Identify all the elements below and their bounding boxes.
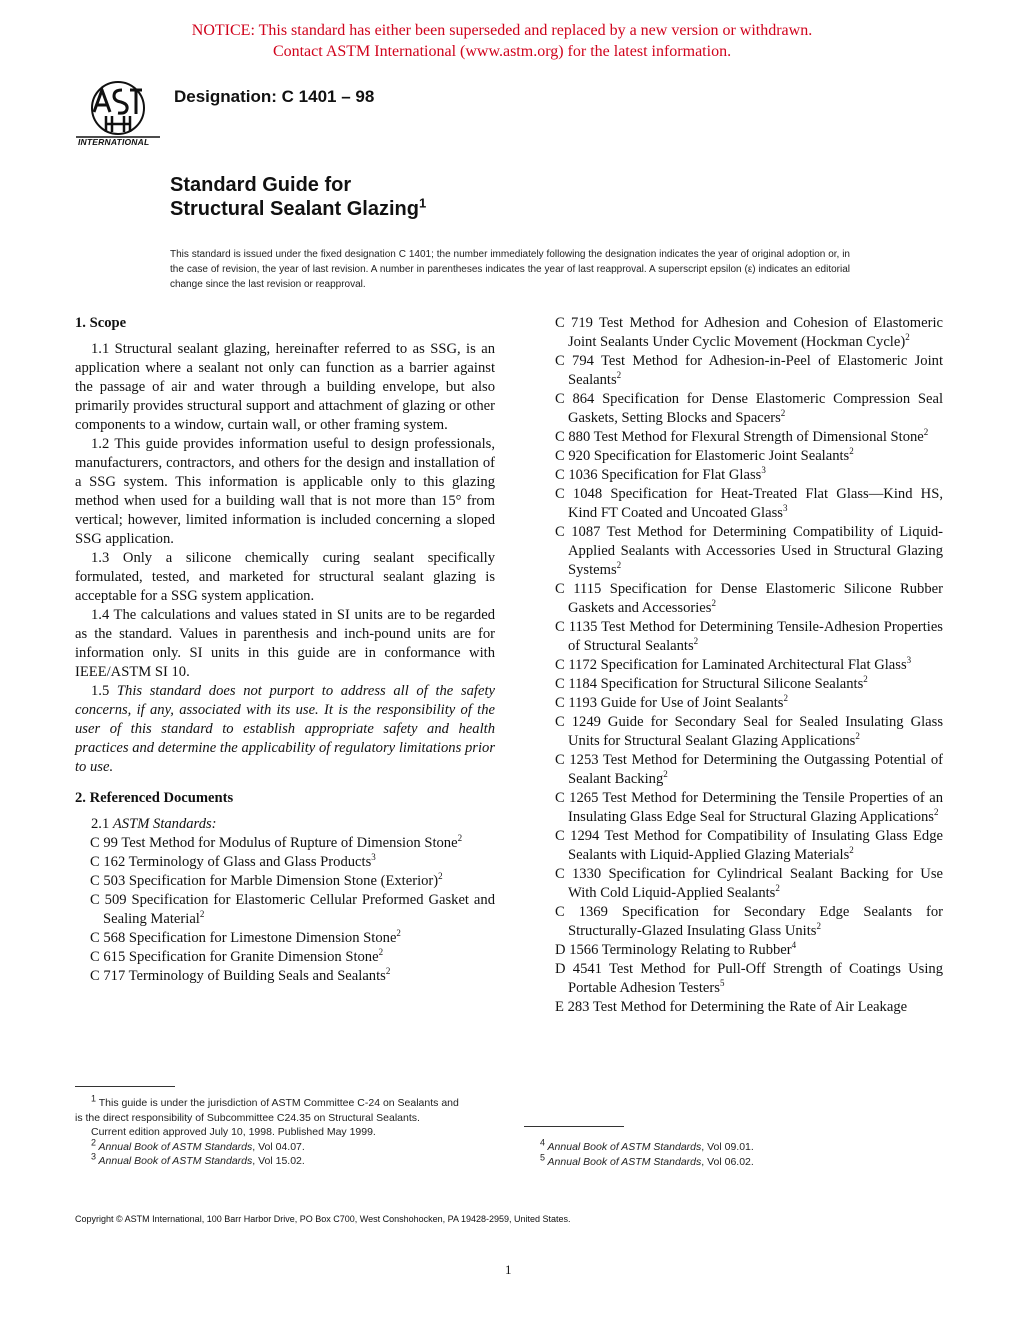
reference-footnote-mark: 2 <box>863 674 868 685</box>
reference-item: C 864 Specification for Dense Elastomeric Compression Seal Gaskets, Setting Blocks and Spacers$^2$ <box>555 391 943 426</box>
footnote-rule-left <box>75 1086 175 1087</box>
reference-item: C 1184 Specification for Structural Silicone Sealants$^2$ <box>555 674 868 692</box>
reference-item: D 4541 Test Method for Pull-Off Strength of Coatings Using Portable Adhesion Testers$^5$ <box>555 961 943 996</box>
left-column <box>75 314 495 986</box>
reference-footnote-mark: 5 <box>719 978 725 989</box>
reference-item: C 719 Test Method for Adhesion and Cohesion of Elastomeric Joint Sealants Under Cyclic Movement (Hockman Cycle)$^2$ <box>555 315 943 350</box>
reference-footnote-mark: 2 <box>855 731 860 742</box>
reference-footnote-mark: 2 <box>199 909 205 920</box>
reference-item: C 1048 Specification for Heat-Treated Flat Glass—Kind HS, Kind FT Coated and Uncoated Glass$^3$ <box>555 486 943 521</box>
reference-footnote-mark: 3 <box>906 655 912 666</box>
reference-item: C 880 Test Method for Flexural Strength of Dimensional Stone$^2$ <box>555 427 929 445</box>
reference-item: C 1249 Guide for Secondary Seal for Sealed Insulating Glass Units for Structural Sealant Glazing Applications$^2$ <box>555 714 943 749</box>
reference-item: C 1330 Specification for Cylindrical Sealant Backing for Use With Cold Liquid-Applied Sealants$^2$ <box>555 866 943 901</box>
scope-1-2: 1.2 This guide provides information useful to design professionals, manufacturers, contractors, and others for the design and installation of a SSG system. This information is applicable only to this glazing method when used for a building wall that is not more than 15° from vertical; however, limited information is included concerning a sloped SSG application. <box>75 436 495 547</box>
reference-footnote-mark: 2 <box>378 947 384 958</box>
title-line-2: Structural Sealant Glazing$^1$ <box>170 195 427 220</box>
reference-item: C 1253 Test Method for Determining the Outgassing Potential of Sealant Backing$^2$ <box>555 752 943 787</box>
reference-footnote-mark: 2 <box>780 408 786 419</box>
reference-footnote-mark: 2 <box>775 883 780 894</box>
scope-1-5: 1.5 This standard does not purport to address all of the safety concerns, if any, associated with its use. It is the responsibility of the user of this standard to establish appropriate safety and health practices and determine the applicability of regulatory limitations prior to use. <box>75 683 495 775</box>
reference-item: C 1369 Specification for Secondary Edge Sealants for Structurally-Glazed Insulating Glass Units$^2$ <box>555 904 943 939</box>
scope-1-4: 1.4 The calculations and values stated in SI units are to be regarded as the standard. Values in parenthesis and inch-pound units are for information only. SI units in this guide are in conformance with IEEE/ASTM SI 10. <box>75 607 495 680</box>
reference-footnote-mark: 3 <box>371 852 376 863</box>
reference-item: C 162 Terminology of Glass and Glass Products$^3$ <box>90 852 376 870</box>
reference-footnote-mark: 2 <box>616 370 622 381</box>
reference-item: C 1087 Test Method for Determining Compatibility of Liquid-Applied Sealants with Accessories Used in Structural Glazing Systems$^2$ <box>555 524 943 578</box>
scope-heading: 1. Scope <box>75 315 127 331</box>
issuance-note: This standard is issued under the fixed designation C 1401; the number immediately following the designation indicates the year of original adoption or, in the case of revision, the year of last revision. A number in parentheses indicates the year of last reapproval. A superscript epsilon (ε) indicates an editorial change since the last revision or reapproval. <box>170 249 850 290</box>
supersede-notice <box>0 20 1004 62</box>
scope-1-1: 1.1 Structural sealant glazing, hereinafter referred to as SSG, is an application where a sealant not only can function as a barrier against the passage of air and water through a building envelope, but also primarily provides structural support and attachment of glazing or other components to a window, curtain wall, or other framing system. <box>75 341 495 433</box>
designation: Designation: C 1401 – 98 <box>174 87 375 106</box>
scope-1-3: 1.3 Only a silicone chemically curing sealant specifically formulated, tested, and marketed for structural sealant glazing is acceptable for a SSG system application. <box>75 550 495 604</box>
reference-footnote-mark: 2 <box>396 928 401 939</box>
copyright-line: Copyright © ASTM International, 100 Barr Harbor Drive, PO Box C700, West Conshohocken, PA 19428-2959, United States. <box>75 1214 571 1224</box>
reference-footnote-mark: 2 <box>457 833 463 844</box>
reference-item: D 1566 Terminology Relating to Rubber$^4$ <box>555 940 797 958</box>
reference-footnote-mark: 2 <box>663 769 668 780</box>
reference-item: C 1036 Specification for Flat Glass$^3$ <box>555 465 766 483</box>
footnote-rule-right <box>524 1126 624 1127</box>
reference-footnote-mark: 2 <box>849 845 854 856</box>
reference-item: C 1265 Test Method for Determining the Tensile Properties of an Insulating Glass Edge Seal for Structural Glazing Applications$^2$ <box>555 790 943 825</box>
reference-item: E 283 Test Method for Determining the Rate of Air Leakage <box>555 999 908 1015</box>
reference-footnote-mark: 4 <box>791 940 797 951</box>
notice-line-2: Contact ASTM International (www.astm.org) for the latest information. <box>272 43 732 60</box>
reference-footnote-mark: 2 <box>616 560 622 571</box>
reference-item: C 1135 Test Method for Determining Tensile-Adhesion Properties of Structural Sealants$^2$ <box>555 619 943 654</box>
reference-footnote-mark: 2 <box>783 693 788 704</box>
reference-footnote-mark: 2 <box>816 921 821 932</box>
title-footnote-mark: 1 <box>418 195 427 211</box>
document-title <box>170 173 426 221</box>
reference-item: C 503 Specification for Marble Dimension Stone (Exterior)$^2$ <box>90 871 443 889</box>
reference-item: C 794 Test Method for Adhesion-in-Peel of Elastomeric Joint Sealants$^2$ <box>555 353 943 388</box>
footnotes-left: $^1$ This guide is under the jurisdiction of ASTM Committee C-24 on Sealants and is the direct responsibility of Subcommittee C24.35 on Structural Sealants. Current edition approved July 10, 1998. Published May 1999. $^2$ Annual Book of ASTM Standards, Vol 04.07. $^3$ Annual Book of ASTM Standards, Vol 15.02. <box>75 1093 459 1167</box>
refdocs-intro: 2.1 ASTM Standards: <box>91 816 217 832</box>
reference-footnote-mark: 2 <box>711 598 716 609</box>
right-column <box>540 314 943 1017</box>
reference-footnote-mark: 2 <box>923 427 929 438</box>
title-line-1: Standard Guide for <box>170 174 352 196</box>
reference-footnote-mark: 2 <box>385 966 391 977</box>
reference-footnote-mark: 2 <box>933 807 939 818</box>
reference-item: C 1193 Guide for Use of Joint Sealants$^2$ <box>555 693 788 711</box>
reference-item: C 568 Specification for Limestone Dimension Stone$^2$ <box>90 928 401 946</box>
reference-item: C 1172 Specification for Laminated Architectural Flat Glass$^3$ <box>555 655 912 673</box>
reference-footnote-mark: 2 <box>849 446 854 457</box>
reference-item: C 920 Specification for Elastomeric Joint Sealants$^2$ <box>555 446 854 464</box>
reference-item: C 99 Test Method for Modulus of Rupture of Dimension Stone$^2$ <box>90 833 463 851</box>
notice-line-1: NOTICE: This standard has either been superseded and replaced by a new version or withdrawn. <box>191 22 813 39</box>
page-number: 1 <box>505 1262 512 1277</box>
footnotes-right: $^4$ Annual Book of ASTM Standards, Vol 09.01. $^5$ Annual Book of ASTM Standards, Vol 06.02. <box>540 1137 754 1168</box>
astm-logo-icon <box>72 78 164 152</box>
reference-footnote-mark: 3 <box>782 503 788 514</box>
reference-item: C 1115 Specification for Dense Elastomeric Silicone Rubber Gaskets and Accessories$^2$ <box>555 581 943 616</box>
reference-footnote-mark: 3 <box>761 465 766 476</box>
refs-right-list <box>540 314 943 1017</box>
refs-left-list <box>75 834 495 986</box>
logo-text: INTERNATIONAL <box>78 137 150 147</box>
reference-item: C 615 Specification for Granite Dimension Stone$^2$ <box>90 947 384 965</box>
reference-footnote-mark: 2 <box>905 332 910 343</box>
reference-item: C 509 Specification for Elastomeric Cellular Preformed Gasket and Sealing Material$^2$ <box>90 892 495 927</box>
reference-footnote-mark: 2 <box>438 871 443 882</box>
reference-item: C 1294 Test Method for Compatibility of Insulating Glass Edge Sealants with Liquid-Applied Glazing Materials$^2$ <box>555 828 943 863</box>
reference-footnote-mark: 2 <box>693 636 699 647</box>
reference-item: C 717 Terminology of Building Seals and Sealants$^2$ <box>90 966 391 984</box>
refdocs-heading: 2. Referenced Documents <box>75 790 234 806</box>
